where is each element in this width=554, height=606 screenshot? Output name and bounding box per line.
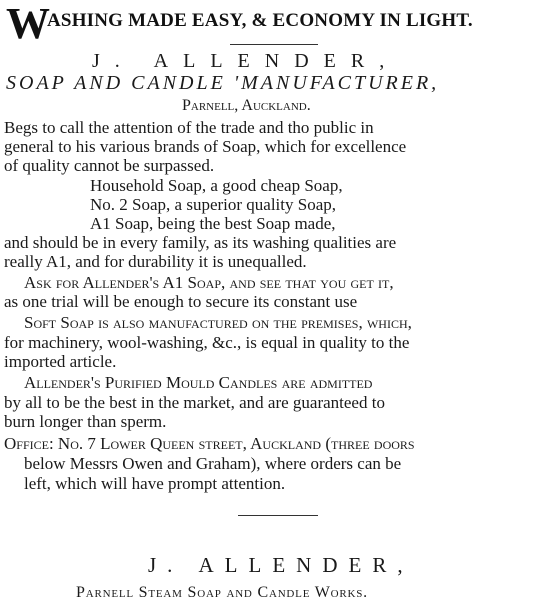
brand-line: Household Soap, a good cheap Soap, [90, 176, 343, 195]
headline [6, 0, 473, 48]
footer-name: J. ALLENDER, [148, 553, 414, 577]
intro-line: general to his various brands of Soap, which for excellence [4, 137, 407, 156]
candles-line: Allender's Purified Mould Candles are admitted [24, 373, 373, 392]
advertiser-name: J. ALLENDER, [92, 50, 400, 72]
bottom-divider [238, 515, 318, 516]
ask-line: Ask for Allender's A1 Soap, and see that you get it, [24, 273, 394, 292]
brand-line: A1 Soap, being the best Soap made, [90, 214, 336, 233]
advertiser-trade: SOAP AND CANDLE 'MANUFACTURER, [6, 72, 440, 94]
office-line: left, which will have prompt attention. [24, 474, 286, 493]
a1-claim-line: really A1, and for durability it is unequalled. [4, 252, 307, 271]
headline-text: ASHING MADE EASY, & ECONOMY IN LIGHT. [47, 10, 473, 31]
soft-soap-line: for machinery, wool-washing, &c., is equal in quality to the [4, 333, 410, 352]
advertiser-location: Parnell, Auckland. [182, 97, 311, 114]
soft-soap-line: Soft Soap is also manufactured on the premises, which, [24, 313, 412, 332]
ask-line: as one trial will be enough to secure its constant use [4, 292, 358, 311]
office-line: below Messrs Owen and Graham), where orders can be [24, 454, 402, 473]
candles-line: burn longer than sperm. [4, 412, 167, 431]
top-divider [230, 44, 318, 45]
candles-line: by all to be the best in the market, and are guaranteed to [4, 393, 385, 412]
soft-soap-line: imported article. [4, 352, 117, 371]
intro-line: of quality cannot be surpassed. [4, 156, 215, 175]
footer-works: Parnell Steam Soap and Candle Works. [76, 584, 368, 601]
brand-line: No. 2 Soap, a superior quality Soap, [90, 195, 336, 214]
intro-line: Begs to call the attention of the trade and tho public in [4, 118, 374, 137]
a1-claim-line: and should be in every family, as its washing qualities are [4, 233, 397, 252]
office-line: Office: No. 7 Lower Queen street, Auckland (three doors [4, 434, 415, 453]
headline-drop-initial: W [6, 0, 49, 48]
